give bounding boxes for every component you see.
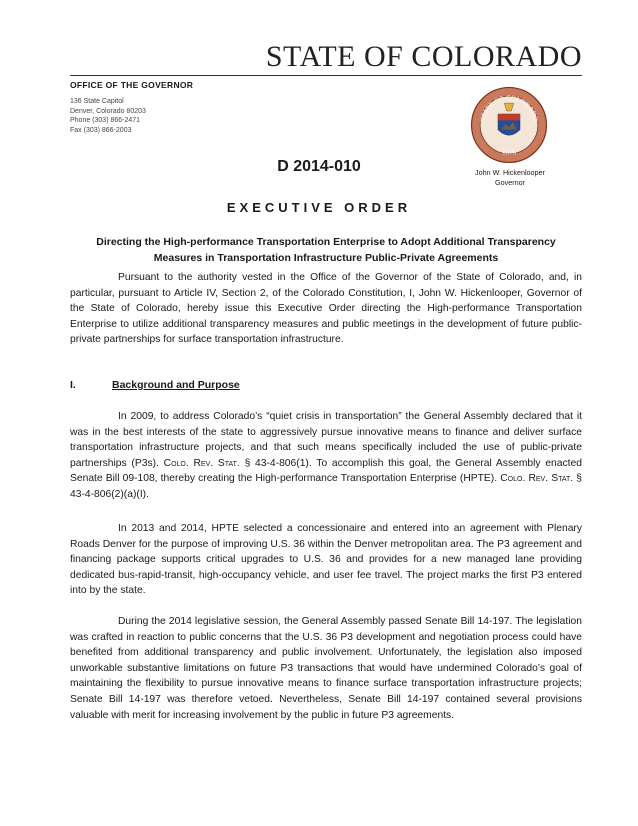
statute-citation: Colo. Rev. Stat. (163, 457, 240, 469)
order-number: D 2014-010 (277, 158, 361, 175)
address-line: Phone (303) 866-2471 (70, 117, 141, 125)
seal-year: 1876 (502, 148, 516, 157)
governor-name: John W. Hickenlooper (475, 168, 545, 177)
section-heading (70, 379, 240, 391)
governor-title: Governor (495, 177, 525, 187)
letterhead-rule (70, 75, 582, 76)
paragraph-text: In 2013 and 2014, HPTE selected a concessionaire and entered into an agreement with Plenary Roads Denver for the purpose of improving U.S. 36 within the Denver metropolitan area. The P3 agreement and financing package supports critical upgrades to U.S. 36 and provides for a new managed lane providing dedicated bus-rapid-transit, high-occupancy vehicle, and user fee travel. The project marks the first P3 entered into by the state. (70, 523, 582, 597)
paragraph-text: During the 2014 legislative session, the General Assembly passed Senate Bill 14-197. The legislation was crafted in reaction to public concerns that the U.S. 36 P3 development and negotiation process could have benefited from additional transparency and public involvement. Unfortunately, the legislation also imposed unworkable substantive limitations on future P3 transactions that would have undermined Colorado’s goal of maintaining the flexibility to pursue innovative means to finance surface transportation infrastructure projects; Senate Bill 14-197 was therefore vetoed. Nevertheless, Senate Bill 14-197 contained several provisions valuable with merit for increasing involvement by the public in future P3 agreements. (70, 616, 582, 721)
document-type-heading: EXECUTIVE ORDER (226, 200, 412, 215)
paragraph-text: In 2009, to address Colorado’s “quiet crisis in transportation” the General Assembly declared that it was in the best interests of the state to aggressively pursue innovative means to finance and deliver surface transportation infrastructure projects, and that such means specifically included the use of public-private partnerships (P3s). (70, 411, 582, 469)
office-name: OFFICE OF THE GOVERNOR (70, 80, 194, 90)
statute-citation: Colo. Rev. Stat. (500, 473, 574, 485)
intro-text: Pursuant to the authority vested in the Office of the Governor of the State of Colorado, and, in particular, pursuant to Article IV, Section 2, of the Colorado Constitution, I, John W. Hickenlooper, Governor of the State of Colorado, hereby issue this Executive Order directing the High-performance Transportation Enterprise to utilize additional transparency measures and public meetings in the development of future public-private partnerships for surface transportation infrastructure. (70, 272, 582, 346)
seal-top-text: STATE OF COLORADO (478, 93, 540, 123)
section-title: Background and Purpose (112, 379, 240, 391)
state-seal-icon (470, 86, 548, 164)
intro-paragraph (70, 270, 582, 348)
governor-signature-block (458, 168, 562, 187)
background-paragraph-1 (70, 409, 582, 503)
office-address (70, 97, 146, 135)
statute-section: § 43-4-806(1). (244, 457, 312, 469)
order-subtitle (70, 234, 582, 266)
state-letterhead-title: STATE OF COLORADO (265, 40, 582, 73)
subtitle-line: Measures in Transportation Infrastructure Public-Private Agreements (153, 252, 499, 264)
section-number: I. (70, 379, 76, 391)
address-line: Denver, Colorado 80203 (70, 107, 146, 115)
address-line: Fax (303) 866-2003 (70, 126, 132, 134)
subtitle-line: Directing the High-performance Transportation Enterprise to Adopt Additional Transparency (96, 236, 556, 248)
address-line: 136 State Capitol (70, 98, 124, 105)
paragraph-text: To accomplish this goal, the General Assembly enacted Senate Bill 09-108, thereby creating the High-performance Transportation Enterprise (HPTE). (70, 457, 582, 485)
background-paragraph-2 (70, 521, 582, 599)
background-paragraph-3 (70, 614, 582, 723)
statute-section: § 43-4-806(2)(a)(I). (70, 473, 582, 500)
